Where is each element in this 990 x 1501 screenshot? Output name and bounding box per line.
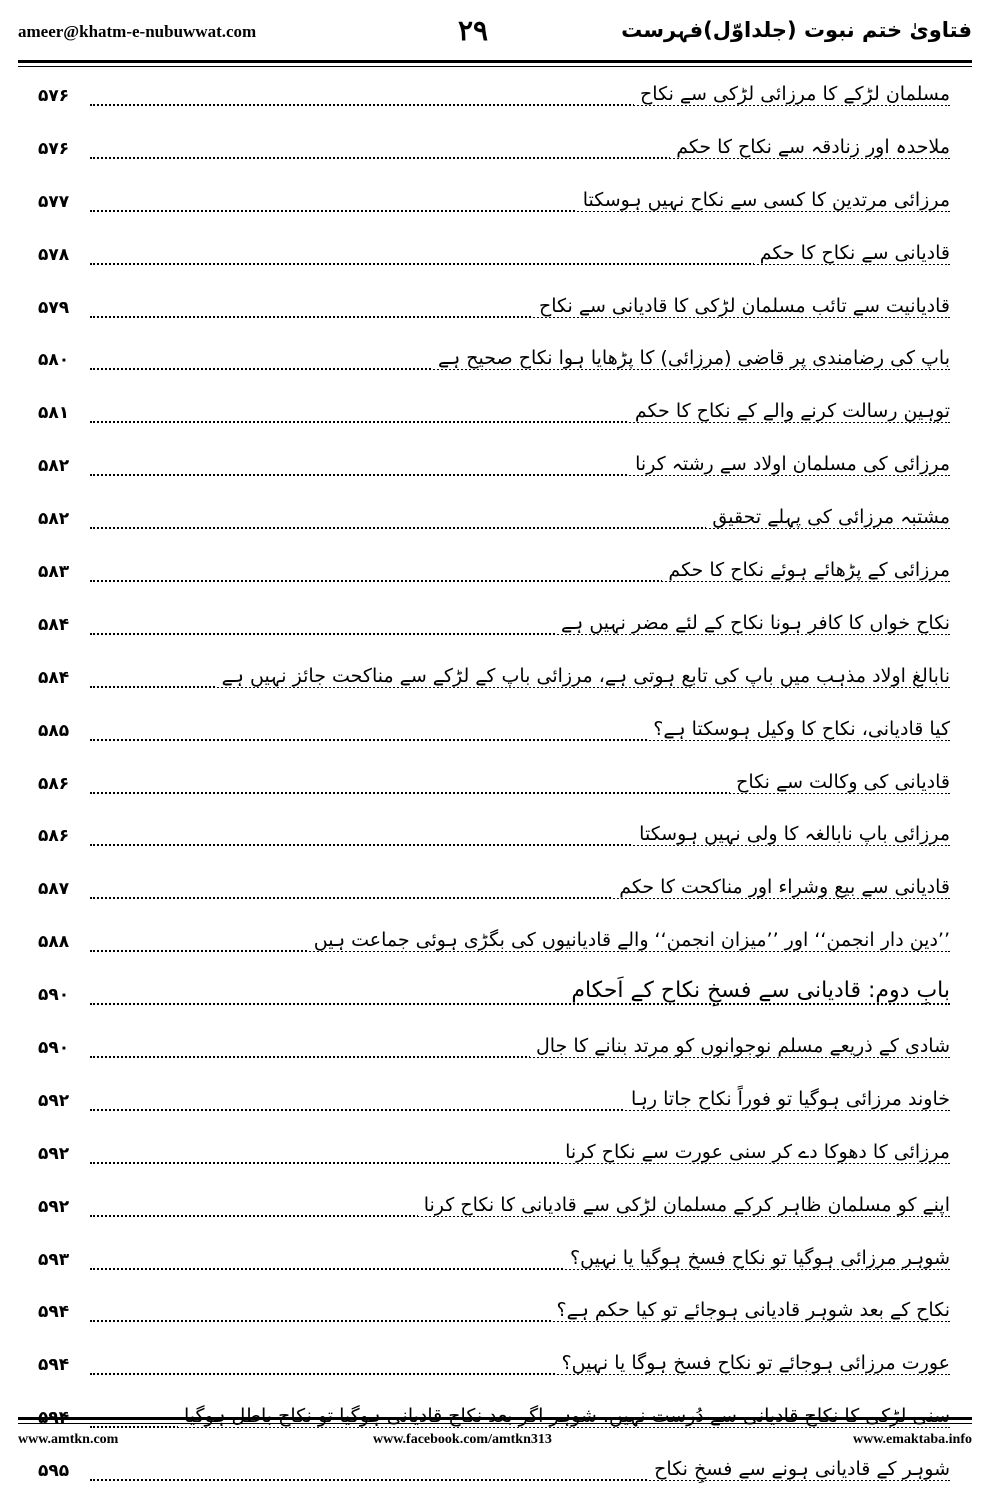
toc-entry-title [559,1141,950,1163]
toc-entry-page: ۵۸۷ [38,879,88,899]
toc-entry-title [633,823,950,845]
toc-entry[interactable] [38,179,950,232]
toc-entry[interactable] [38,1025,950,1078]
toc-entry-title-text: قادیانی سے بیع وشراء اور مناکحت کا حکم [613,876,950,898]
toc-entry[interactable] [38,1184,950,1237]
toc-entry-page: ۵۹۴ [38,1355,88,1375]
toc-entry-page: ۵۹۲ [38,1091,88,1111]
toc-entry-page: ۵۹۰ [38,1038,88,1058]
toc-entry-title-text: ’’دین دار انجمن‘‘ اور ’’میزان انجمن‘‘ والے قادیانیوں کی بگڑی ہوئی جماعت ہیں [308,929,950,951]
toc-entry[interactable] [38,549,950,602]
page-footer [18,1432,972,1456]
toc-entry-page: ۵۸۶ [38,774,88,794]
dot-leader [90,1003,950,1005]
toc-entry-title-text: مرزائی مرتدین کا کسی سے نکاح نہیں ہوسکتا [577,189,950,211]
toc-entry-title-text: بابِ دوم: قادیانی سے فسخِ نکاح کے اَحکام [565,978,950,1003]
header-rule-thin [18,66,972,67]
toc-entry-title [670,136,950,158]
toc-entry[interactable] [38,443,950,496]
toc-entry-title-text: شادی کے ذریعے مسلم نوجوانوں کو مرتد بنانے کا جال [530,1035,950,1057]
page-header [18,12,972,60]
toc-entry-page: ۵۷۹ [38,298,88,318]
toc-entry-page: ۵۷۸ [38,245,88,265]
toc-entry-title-text: مرزائی کی مسلمان اولاد سے رشتہ کرنا [629,453,950,475]
toc-entry-title [551,1299,951,1321]
toc-entry-title [629,400,950,422]
toc-entry-page: ۵۹۰ [38,985,88,1005]
footer-link-left[interactable]: www.amtkn.com [18,1432,119,1447]
toc-entry-title-text: شوہر مرزائی ہوگیا تو نکاح فسخ ہوگیا یا نہیں؟ [564,1247,950,1269]
toc-entry-title [613,876,950,898]
toc-entry[interactable] [38,1342,950,1395]
toc-entry[interactable] [38,1078,950,1131]
toc-entry[interactable] [38,761,950,814]
toc-entry-title [754,242,950,264]
toc-entry-title [647,718,950,740]
toc-entry-title-text: کیا قادیانی، نکاح کا وکیل ہوسکتا ہے؟ [647,718,950,740]
toc-entry-page: ۵۷۶ [38,86,88,106]
footer-link-center[interactable]: www.facebook.com/amtkn313 [373,1432,552,1447]
toc-entry-title [730,771,950,793]
toc-entry-title [706,506,950,528]
book-title: فتاویٰ ختم نبوت (جلداوّل)فہرست [621,18,972,42]
toc-entry[interactable] [38,655,950,708]
footer-rule-thin [18,1423,972,1424]
toc-entry-page: ۵۸۲ [38,509,88,529]
toc-entry[interactable] [38,866,950,919]
toc-entry[interactable] [38,1448,950,1501]
toc-entry-page: ۵۸۰ [38,350,88,370]
toc-entry-title [629,453,950,475]
toc-entry-page: ۵۸۸ [38,932,88,952]
toc-entry-title [555,612,950,634]
toc-entry-page: ۵۹۴ [38,1302,88,1322]
toc-entry[interactable] [38,602,950,655]
toc-entry-title-text: مشتبہ مرزائی کی پہلے تحقیق [706,506,950,528]
toc-entry-title-text: قادیانی سے نکاح کا حکم [754,242,950,264]
toc-entry-title-text: اپنے کو مسلمان ظاہر کرکے مسلمان لڑکی سے قادیانی کا نکاح کرنا [418,1194,950,1216]
toc-entry-title [556,1352,950,1374]
toc-entry-title-text: قادیانی کی وکالت سے نکاح [730,771,950,793]
toc-entry-page: ۵۸۴ [38,668,88,688]
toc-entry[interactable] [38,708,950,761]
toc-entry-page: ۵۸۲ [38,456,88,476]
toc-entry-title-text: سنی لڑکی کا نکاح قادیانی سے دُرست نہیں، شوہر اگر بعد نکاح قادیانی ہوگیا تو نکاح باطل ہوگیا [178,1405,950,1427]
toc-entry[interactable] [38,813,950,866]
toc-entry-title-text: نکاح کے بعد شوہر قادیانی ہوجائے تو کیا حکم ہے؟ [551,1299,951,1321]
toc-entry-title [418,1194,950,1216]
toc-entry[interactable] [38,1289,950,1342]
toc-entry-title-text: مرزائی کا دھوکا دے کر سنی عورت سے نکاح کرنا [559,1141,950,1163]
toc-entry-title [564,1247,950,1269]
toc-entry-title [625,1088,950,1110]
toc-entry[interactable] [38,1237,950,1290]
toc-entry[interactable] [38,919,950,972]
footer-rule [18,1417,972,1420]
chapter-heading [565,978,950,1003]
toc-entry-page: ۵۸۱ [38,403,88,423]
toc-entry-page: ۵۹۲ [38,1197,88,1217]
toc-entry-title [662,559,950,581]
toc-entry[interactable] [38,73,950,126]
header-rule [18,60,972,63]
toc-entry-title-text: ملاحدہ اور زنادقہ سے نکاح کا حکم [670,136,950,158]
toc-entry-title-text: مرزائی کے پڑھائے ہوئے نکاح کا حکم [662,559,950,581]
toc-entry-title [648,1458,950,1480]
footer-link-right[interactable]: www.emaktaba.info [852,1432,972,1447]
toc-entry-title [216,665,950,687]
toc-entry-page: ۵۸۳ [38,562,88,582]
toc-entry-title [577,189,950,211]
toc-entry-title-text: شوہر کے قادیانی ہونے سے فسخِ نکاح [648,1458,950,1480]
toc-entry-title [432,347,950,369]
toc-entry-page: ۵۹۳ [38,1250,88,1270]
toc-entry-title-text: قادیانیت سے تائب مسلمان لڑکی کا قادیانی سے نکاح [533,295,950,317]
toc-entry-title [530,1035,950,1057]
table-of-contents [38,73,950,1501]
toc-entry-title-text: توہین رسالت کرنے والے کے نکاح کا حکم [629,400,950,422]
toc-entry-page: ۵۷۷ [38,192,88,212]
header-email: ameer@khatm-e-nubuwwat.com [18,22,257,41]
toc-entry-page: ۵۹۲ [38,1144,88,1164]
toc-entry-page: ۵۹۴ [38,1408,88,1428]
toc-entry-title-text: خاوند مرزائی ہوگیا تو فوراً نکاح جاتا رہا [625,1088,950,1110]
toc-entry-page: ۵۷۶ [38,139,88,159]
toc-entry-title [634,83,950,105]
toc-entry[interactable] [38,337,950,390]
toc-entry-title-text: نابالغ اولاد مذہب میں باپ کی تابع ہوتی ہے، مرزائی باپ کے لڑکے سے مناکحت جائز نہیں ہے [216,665,950,687]
toc-entry-title [308,929,950,951]
toc-entry-title [533,295,950,317]
toc-entry[interactable] [38,126,950,179]
toc-entry[interactable] [38,972,950,1025]
toc-entry[interactable] [38,285,950,338]
page-number: ۲۹ [458,14,489,47]
toc-entry-title-text: عورت مرزائی ہوجائے تو نکاح فسخ ہوگا یا نہیں؟ [556,1352,950,1374]
toc-entry-page: ۵۸۴ [38,615,88,635]
toc-entry-page: ۵۸۶ [38,826,88,846]
toc-entry-title-text: نکاح خواں کا کافر ہونا نکاح کے لئے مضر نہیں ہے [555,612,950,634]
toc-entry-page: ۵۹۵ [38,1461,88,1481]
toc-entry-page: ۵۸۵ [38,721,88,741]
toc-entry[interactable] [38,390,950,443]
toc-entry-title-text: مرزائی باپ نابالغہ کا ولی نہیں ہوسکتا [633,823,950,845]
toc-entry-title-text: مسلمان لڑکے کا مرزائی لڑکی سے نکاح [634,83,950,105]
toc-entry-title-text: باپ کی رضامندی پر قاضی (مرزائی) کا پڑھایا ہوا نکاح صحیح ہے [432,347,950,369]
toc-entry[interactable] [38,1131,950,1184]
toc-entry[interactable] [38,496,950,549]
toc-entry[interactable] [38,232,950,285]
